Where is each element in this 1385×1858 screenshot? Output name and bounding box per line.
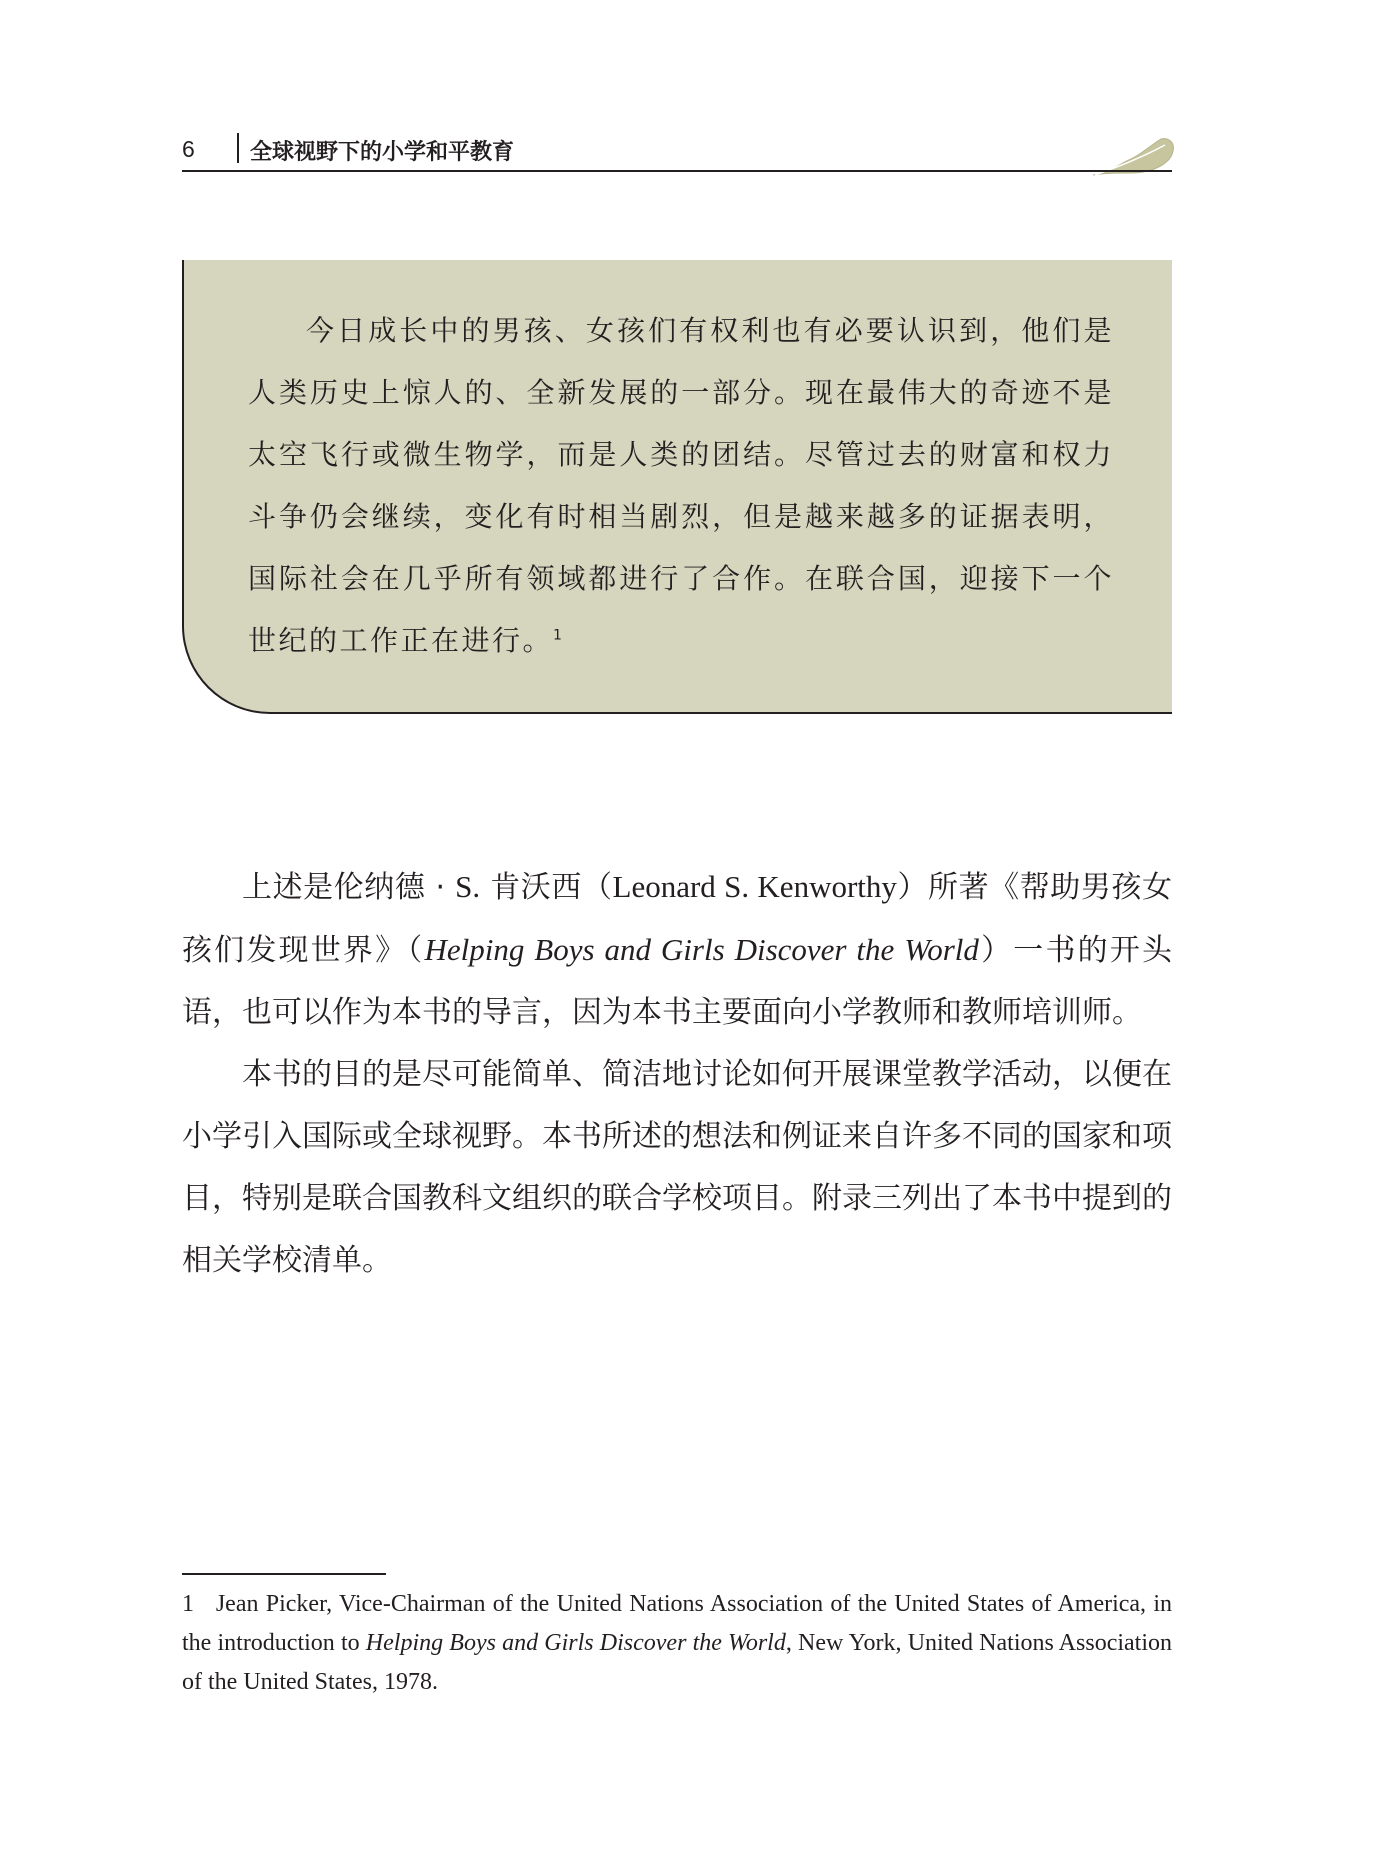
p1-initial: S. xyxy=(455,869,481,904)
footnote xyxy=(182,1585,1172,1702)
epigraph-text xyxy=(248,300,1114,672)
footnote-text-a: Jean Picker, Vice-Chairman of the United Nations Association of the United States of America, in the introduction to xyxy=(182,1591,1173,1656)
footnote-text-b: , New York, United Nations Association of the United States, 1978. xyxy=(182,1630,1172,1695)
header-rule xyxy=(182,170,1172,172)
body-text xyxy=(182,856,1172,1292)
p1-text-g: ）一书的开头语，也可以作为本书的导言，因为本书主要面向小学教师和教师培训师。 xyxy=(182,933,1173,1030)
epigraph-body: 今日成长中的男孩、女孩们有权利也有必要认识到，他们是人类历史上惊人的、全新发展的一部分。现在最伟大的奇迹不是太空飞行或微生物学，而是人类的团结。尽管过去的财富和权力斗争仍会继续，变化有时相当剧烈，但是越来越多的证据表明，国际社会在几乎所有领域都进行了合作。在联合国，迎接下一个世纪的工作正在进行。 xyxy=(248,314,1114,657)
p1-text-c: 肯沃西（ xyxy=(480,870,613,905)
footnote-book-title: Helping Boys and Girls Discover the World xyxy=(365,1630,786,1656)
leaf-icon xyxy=(1087,133,1179,181)
p1-text-e: ）所著《帮助男孩女孩们发现世界》（ xyxy=(182,870,1172,968)
footnote-marker: 1 xyxy=(553,627,565,644)
page-number: 6 xyxy=(182,136,195,162)
footnote-number: 1 xyxy=(182,1591,194,1617)
p1-author-name: Leonard S. Kenworthy xyxy=(612,869,897,904)
p1-text-a: 上述是伦纳德 · xyxy=(242,870,456,905)
running-header xyxy=(182,128,1172,172)
p1-book-title: Helping Boys and Girls Discover the World xyxy=(424,932,979,967)
paragraph-1 xyxy=(182,856,1172,1044)
footnote-rule xyxy=(182,1573,386,1575)
paragraph-2: 本书的目的是尽可能简单、简洁地讨论如何开展课堂教学活动，以便在小学引入国际或全球视野。本书所述的想法和例证来自许多不同的国家和项目，特别是联合国教科文组织的联合学校项目。附录三列出了本书中提到的相关学校清单。 xyxy=(182,1057,1172,1278)
epigraph-box xyxy=(182,260,1172,714)
header-divider xyxy=(237,133,239,163)
running-title: 全球视野下的小学和平教育 xyxy=(250,140,515,165)
